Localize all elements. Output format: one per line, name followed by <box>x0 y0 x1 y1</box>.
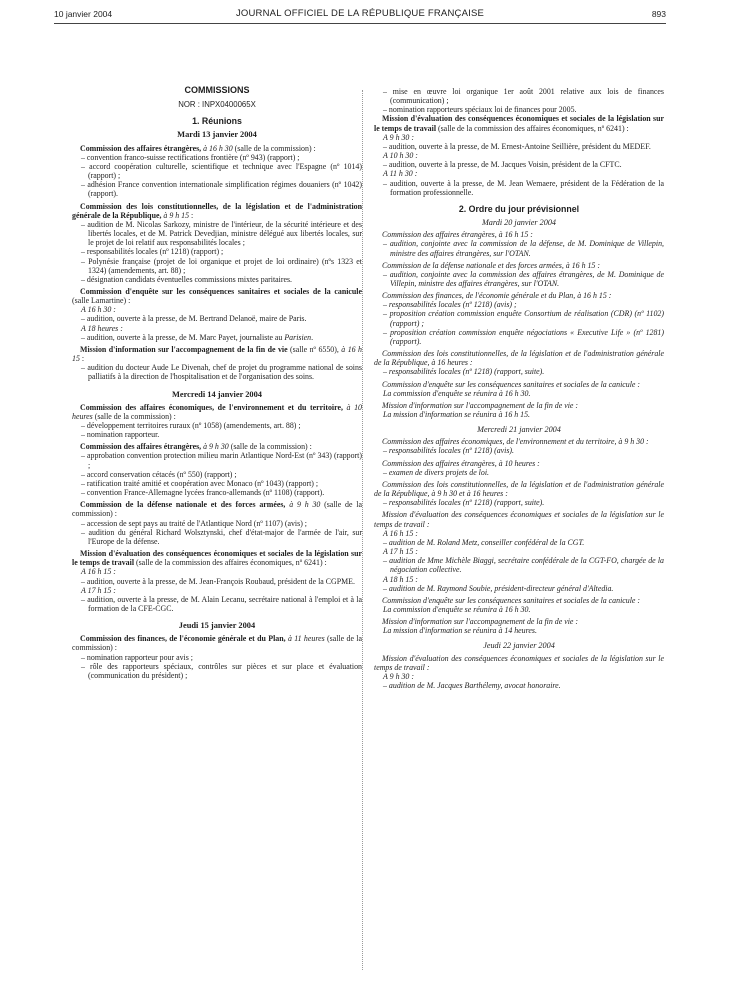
day-heading: Mercredi 21 janvier 2004 <box>477 425 561 435</box>
time-slot: A 16 h 15 : <box>383 528 418 538</box>
header-rule <box>54 23 666 24</box>
commission-entry: Commission d'enquête sur les conséquences sanitaires et sociales de la canicule : <box>382 595 641 605</box>
time-slot: A 16 h 30 : <box>81 305 116 315</box>
agenda-item: – audition du docteur Aude Le Divenah, chef de projet du programme national de soins palliatifs à la direction de l'hospitalisation et de l'organisation des soins. <box>81 363 362 382</box>
commission-entry: Commission des finances, de l'économie générale et du Plan, à 16 h 15 : <box>382 291 612 301</box>
commission-entry: Commission des lois constitutionnelles, de la législation et de l'administration générale de la République, à 9 h 30 et à 16 heures : <box>374 479 664 499</box>
subsection-reunions: 1. Réunions <box>192 116 242 127</box>
day-heading: Mardi 20 janvier 2004 <box>481 218 557 228</box>
agenda-item: – proposition création commission enquête Consortium de réalisation (CDR) (nº 1102) (rapport) ; <box>383 309 665 328</box>
time-slot: A 16 h 15 : <box>81 567 116 577</box>
commission-entry: Mission d'information sur l'accompagnement de la fin de vie (salle nº 6550), à 16 h 15 : <box>72 344 362 364</box>
agenda-item: – audition, ouverte à la presse, de M. Marc Payet, journaliste au Parisien. <box>81 332 314 342</box>
agenda-item: – audition de M. Nicolas Sarkozy, ministre de l'intérieur, de la sécurité intérieure et des libertés locales, et de M. Patrick Devedjian, ministre délégué aux libertés locales, sur le projet de loi relatif aux responsabilités locales ; <box>81 219 362 248</box>
agenda-list <box>374 498 664 507</box>
agenda-item: – nomination rapporteurs spéciaux loi de finances pour 2005. <box>383 105 577 115</box>
agenda-item: – audition de M. Jacques Barthélemy, avocat honoraire. <box>383 681 561 691</box>
agenda-item: – responsabilités locales (nº 1218) (avis) ; <box>383 300 517 310</box>
nor-reference: NOR : INPX0400065X <box>178 100 256 110</box>
commission-entry: Commission des affaires étrangères, à 16 h 30 (salle de la commission) : <box>80 143 316 153</box>
agenda-list <box>374 538 664 547</box>
time-slot: A 18 h 15 : <box>383 574 418 584</box>
header-date: 10 janvier 2004 <box>54 9 113 19</box>
agenda-list <box>374 681 664 690</box>
commission-entry: Commission des lois constitutionnelles, de la législation et de l'administration générale de la République, à 16 heures : <box>374 349 664 368</box>
column-separator <box>362 90 363 970</box>
agenda-list <box>72 153 362 199</box>
journal-title: JOURNAL OFFICIEL DE LA RÉPUBLIQUE FRANÇAISE <box>235 8 485 19</box>
meeting-note: La mission d'information se réunira à 14 heures. <box>383 626 537 636</box>
agenda-item: – audition de Mme Michèle Biaggi, secrétaire confédérale de la CGT-FO, chargée de la négociation collective. <box>383 556 665 575</box>
section-title: COMMISSIONS <box>184 85 250 95</box>
agenda-list <box>72 421 362 439</box>
agenda-item: – audition, conjointe avec la commission des affaires étrangères, de M. Dominique de Villepin, ministre des affaires étrangères, sur l'OTAN. <box>383 269 664 288</box>
time-slot: A 9 h 30 : <box>383 671 414 681</box>
agenda-list <box>72 653 362 680</box>
commission-entry: Commission des lois constitutionnelles, de la législation et de l'administration générale de la République, à 9 h 15 : <box>72 201 362 220</box>
time-slot: A 17 h 15 : <box>383 547 418 557</box>
commission-entry: Mission d'évaluation des conséquences économiques et sociales de la législation sur le temps de travail (salle de la commission des affaires économiques, nº 6241) : <box>72 549 362 568</box>
agenda-item: – audition, ouverte à la presse, de M. Jean Wemaere, président de la Fédération de la formation professionnelle. <box>383 178 665 197</box>
page-header <box>54 6 666 24</box>
agenda-list <box>374 87 664 114</box>
commission-entry: Commission des affaires étrangères, à 16 h 15 : <box>382 230 533 240</box>
commission-entry: Mission d'évaluation des conséquences économiques et sociales de la législation sur le temps de travail : <box>374 653 664 672</box>
time-slot: A 10 h 30 : <box>383 151 418 161</box>
agenda-item: – mise en œuvre loi organique 1er août 2001 relative aux lois de finances (communication) ; <box>383 87 664 106</box>
agenda-list <box>374 584 664 593</box>
agenda-list <box>374 446 664 455</box>
agenda-item: – développement territoires ruraux (nº 1058) (amendements, art. 88) ; <box>81 421 301 430</box>
agenda-item: – accord coopération culturelle, scientifique et technique avec l'Espagne (nº 1014) (rapport) ; <box>81 161 362 181</box>
commission-entry: Commission des affaires économiques, de l'environnement et du territoire, à 9 h 30 : <box>382 437 649 447</box>
commission-entry: Commission des affaires étrangères, à 9 h 30 (salle de la commission) : <box>80 442 312 452</box>
time-slot: A 18 heures : <box>81 323 123 333</box>
commission-entry: Mission d'évaluation des conséquences économiques et sociales de la législation sur le temps de travail : <box>374 510 664 529</box>
agenda-list <box>72 314 362 323</box>
day-heading: Jeudi 22 janvier 2004 <box>483 641 555 651</box>
agenda-list <box>374 300 664 346</box>
agenda-list <box>72 363 362 381</box>
commission-entry: Mission d'évaluation des conséquences économiques et sociales de la législation sur le temps de travail (salle de la commission des affaires économiques, nº 6241) : <box>374 114 664 133</box>
meeting-note: La commission d'enquête se réunira à 16 h 30. <box>383 388 531 398</box>
agenda-item: – accession de sept pays au traité de l'Atlantique Nord (nº 1107) (avis) ; <box>81 518 307 528</box>
agenda-list <box>72 519 362 546</box>
agenda-item: – audition de M. Raymond Soubie, président-directeur général d'Altedia. <box>383 583 614 593</box>
meeting-note: La commission d'enquête se réunira à 16 h 30. <box>383 604 531 614</box>
agenda-list <box>72 451 362 497</box>
agenda-item: – adhésion France convention internationale simplification régimes douaniers (nº 1042) (rapport). <box>81 180 363 199</box>
agenda-item: – examen de divers projets de loi. <box>383 467 489 477</box>
agenda-item: – approbation convention protection milieu marin Atlantique Nord-Est (nº 343) (rapport) ; <box>81 451 363 470</box>
agenda-item: – audition, ouverte à la presse, de M. Jacques Voisin, président de la CFTC. <box>383 160 622 170</box>
agenda-item: – accord conservation cétacés (nº 550) (rapport) ; <box>81 469 237 479</box>
day-heading: Mercredi 14 janvier 2004 <box>171 389 262 399</box>
commission-entry: Mission d'information sur l'accompagnement de la fin de vie : <box>382 617 579 627</box>
agenda-list <box>72 595 362 613</box>
agenda-item: – désignation candidats éventuelles commissions mixtes paritaires. <box>81 274 293 284</box>
agenda-item: – audition du général Richard Wolsztynski, chef d'état-major de l'armée de l'air, sur l'Europe de la défense. <box>81 527 362 546</box>
commission-entry: Commission de la défense nationale et des forces armées, à 9 h 30 (salle de la commission) : <box>72 500 362 519</box>
agenda-item: – audition, ouverte à la presse, de M. Ernest-Antoine Seillière, président du MEDEF. <box>383 141 651 151</box>
day-heading: Mardi 13 janvier 2004 <box>177 130 257 140</box>
agenda-list <box>374 239 664 257</box>
agenda-item: – convention France-Allemagne lycées franco-allemands (nº 1108) (rapport). <box>81 488 325 498</box>
commission-entry: Commission d'enquête sur les conséquences sanitaires et sociales de la canicule : <box>382 379 641 389</box>
agenda-list <box>374 270 664 288</box>
commission-entry: Commission de la défense nationale et des forces armées, à 16 h 15 : <box>382 260 600 270</box>
agenda-item: – audition, ouverte à la presse, de M. Jean-François Roubaud, président de la CGPME. <box>81 576 355 586</box>
agenda-item: – rôle des rapporteurs spéciaux, contrôles sur pièces et sur place et évaluation (communication du président) ; <box>81 661 363 680</box>
commission-entry: Mission d'information sur l'accompagnement de la fin de vie : <box>382 400 579 410</box>
commission-entry: Commission des affaires étrangères, à 10 heures : <box>382 458 540 468</box>
agenda-item: – responsabilités locales (nº 1218) (rapport, suite). <box>383 498 545 508</box>
agenda-item: – responsabilités locales (nº 1218) (rapport, suite). <box>383 367 545 377</box>
agenda-list <box>72 220 362 284</box>
agenda-list <box>374 556 664 574</box>
agenda-list <box>374 468 664 477</box>
agenda-item: – responsabilités locales (nº 1218) (rapport) ; <box>81 247 224 257</box>
agenda-list <box>374 179 664 197</box>
agenda-list <box>374 142 664 151</box>
time-slot: A 9 h 30 : <box>383 132 414 142</box>
time-slot: A 17 h 15 : <box>81 585 116 595</box>
day-heading: Jeudi 15 janvier 2004 <box>178 621 256 631</box>
agenda-item: – proposition création commission enquête négociations « Executive Life » (nº 1281) (rapport). <box>383 327 664 346</box>
left-column <box>72 86 362 680</box>
commission-entry: Commission d'enquête sur les conséquences sanitaires et sociales de la canicule (salle Lamartine) : <box>72 286 362 306</box>
agenda-list <box>374 160 664 169</box>
commission-entry: Commission des finances, de l'économie générale et du Plan, à 11 heures (salle de la commission) : <box>72 634 362 653</box>
agenda-item: – nomination rapporteur. <box>81 430 160 440</box>
page-number: 893 <box>651 9 666 19</box>
agenda-item: – Polynésie française (projet de loi organique et projet de loi ordinaire) (nºs 1323 et 1324) (amendements, art. 88) ; <box>81 256 362 275</box>
agenda-list <box>374 367 664 376</box>
commission-entry: Commission des affaires économiques, de l'environnement et du territoire, à 10 heures (salle de la commission) : <box>72 402 362 421</box>
agenda-item: – audition, ouverte à la presse, de M. Bertrand Delanoë, maire de Paris. <box>81 314 307 324</box>
agenda-item: – ratification traité amitié et coopération avec Monaco (nº 1043) (rapport) ; <box>81 478 319 488</box>
meeting-note: La mission d'information se réunira à 16 h 15. <box>383 410 531 419</box>
time-slot: A 11 h 30 : <box>383 169 418 179</box>
right-column <box>374 87 664 690</box>
agenda-list <box>72 577 362 586</box>
agenda-item: – audition, ouverte à la presse, de M. Alain Lecanu, secrétaire national à l'emploi et à la formation de la CFE-CGC. <box>81 594 362 613</box>
agenda-item: – responsabilités locales (nº 1218) (avis). <box>383 446 515 456</box>
agenda-item: – audition de M. Roland Metz, conseiller confédéral de la CGT. <box>383 537 585 547</box>
agenda-item: – convention franco-suisse rectifications frontière (nº 943) (rapport) ; <box>81 152 300 162</box>
agenda-list <box>72 333 362 342</box>
agenda-item: – nomination rapporteur pour avis ; <box>81 652 193 662</box>
subsection-ordre-du-jour: 2. Ordre du jour prévisionnel <box>458 203 580 214</box>
agenda-item: – audition, conjointe avec la commission de la défense, de M. Dominique de Villepin, ministre des affaires étrangères, sur l'OTAN. <box>383 239 664 258</box>
